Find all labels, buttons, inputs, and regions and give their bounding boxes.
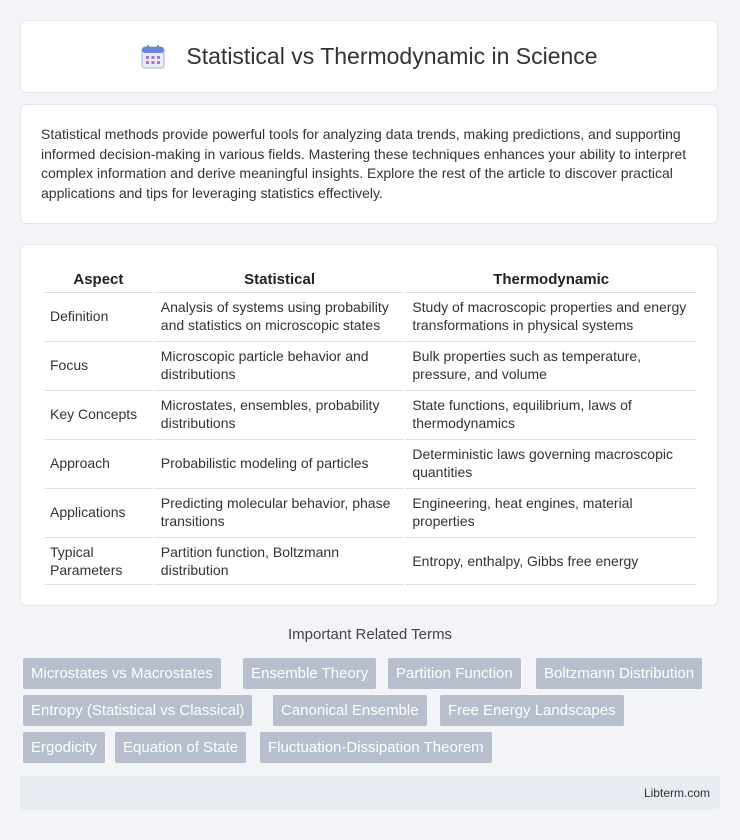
cell-aspect: Typical Parameters [44, 537, 153, 585]
table-row [44, 439, 696, 486]
cell-thermodynamic: State functions, equilibrium, laws of thermodynamics [406, 390, 696, 437]
page-title: Statistical vs Thermodynamic in Science [186, 43, 598, 69]
footer [20, 776, 720, 810]
cell-aspect: Key Concepts [44, 390, 153, 437]
cell-thermodynamic: Deterministic laws governing macroscopic quantities [406, 439, 696, 486]
table-header-row [44, 267, 696, 290]
term-tag[interactable]: Boltzmann Distribution [536, 658, 702, 689]
comparison-table [42, 265, 698, 587]
cell-thermodynamic: Bulk properties such as temperature, pressure, and volume [406, 341, 696, 388]
cell-thermodynamic: Entropy, enthalpy, Gibbs free energy [406, 537, 696, 585]
table-row [44, 341, 696, 388]
cell-aspect: Approach [44, 439, 153, 486]
header-aspect: Aspect [73, 271, 124, 288]
term-tag[interactable]: Microstates vs Macrostates [23, 658, 221, 689]
cell-aspect: Definition [44, 292, 153, 339]
term-tag[interactable]: Canonical Ensemble [273, 695, 427, 726]
cell-aspect: Applications [44, 488, 153, 535]
table-row [44, 292, 696, 339]
cell-thermodynamic: Engineering, heat engines, material properties [406, 488, 696, 535]
table-row [44, 390, 696, 437]
cell-statistical: Predicting molecular behavior, phase transitions [155, 488, 405, 535]
title-card [20, 20, 718, 93]
term-tag[interactable]: Free Energy Landscapes [440, 695, 624, 726]
term-tag[interactable]: Partition Function [388, 658, 521, 689]
term-tag[interactable]: Ergodicity [23, 732, 105, 763]
cell-statistical: Analysis of systems using probability and statistics on microscopic states [155, 292, 405, 339]
table-row [44, 488, 696, 535]
calendar-icon [140, 44, 166, 70]
header-statistical: Statistical [244, 271, 315, 288]
term-tag[interactable]: Ensemble Theory [243, 658, 376, 689]
cell-statistical: Microscopic particle behavior and distributions [155, 341, 405, 388]
term-tag[interactable]: Fluctuation-Dissipation Theorem [260, 732, 492, 763]
cell-statistical: Probabilistic modeling of particles [155, 439, 405, 486]
intro-card [20, 104, 718, 224]
cell-statistical: Partition function, Boltzmann distribution [155, 537, 405, 585]
term-tag[interactable]: Equation of State [115, 732, 246, 763]
header-thermodynamic: Thermodynamic [493, 271, 610, 288]
cell-thermodynamic: Study of macroscopic properties and energy transformations in physical systems [406, 292, 696, 339]
footer-site-link[interactable]: Libterm.com [643, 786, 710, 800]
related-terms-heading: Important Related Terms [288, 626, 452, 643]
table-row [44, 537, 696, 585]
cell-statistical: Microstates, ensembles, probability distributions [155, 390, 405, 437]
intro-text: Statistical methods provide powerful tools for analyzing data trends, making predictions, and supporting informed decision-making in various fields. Mastering these techniques enhances your ability to interpret complex information and derive meaningful insights. Explore the rest of the article to discover practical applications and tips for leveraging statistics effectively. [41, 126, 687, 201]
cell-aspect: Focus [44, 341, 153, 388]
comparison-card [20, 244, 718, 606]
term-tag[interactable]: Entropy (Statistical vs Classical) [23, 695, 252, 726]
